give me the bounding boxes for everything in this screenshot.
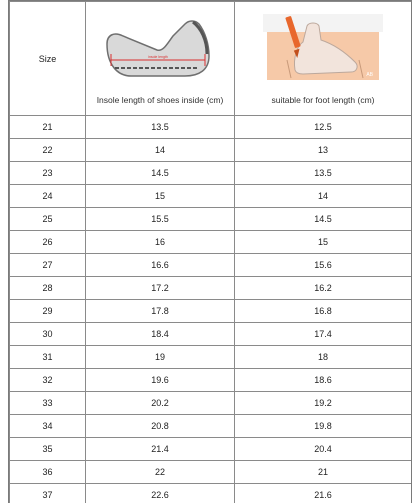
table-row — [10, 323, 412, 346]
size-cell: 35 — [10, 438, 86, 461]
insole-cell: 17.2 — [86, 277, 235, 300]
header-foot-cell — [235, 2, 412, 116]
foot-cell: 12.5 — [235, 116, 412, 139]
size-cell: 37 — [10, 484, 86, 503]
size-cell: 24 — [10, 185, 86, 208]
size-cell: 22 — [10, 139, 86, 162]
table-row — [10, 116, 412, 139]
table-row — [10, 300, 412, 323]
header-insole-cell — [86, 2, 235, 116]
size-cell: 28 — [10, 277, 86, 300]
insole-cell: 13.5 — [86, 116, 235, 139]
insole-cell: 20.8 — [86, 415, 235, 438]
size-cell: 25 — [10, 208, 86, 231]
insole-cell: 19.6 — [86, 369, 235, 392]
foot-cell: 14.5 — [235, 208, 412, 231]
size-cell: 23 — [10, 162, 86, 185]
size-cell: 30 — [10, 323, 86, 346]
table-row — [10, 162, 412, 185]
size-cell: 36 — [10, 461, 86, 484]
foot-cell: 13 — [235, 139, 412, 162]
insole-header-block — [86, 2, 234, 115]
insole-measure-label: insole length — [148, 55, 168, 59]
table-row — [10, 231, 412, 254]
foot-cell: 15.6 — [235, 254, 412, 277]
foot-cell: 21.6 — [235, 484, 412, 503]
size-cell: 26 — [10, 231, 86, 254]
header-row — [10, 2, 412, 116]
foot-cell: 16.8 — [235, 300, 412, 323]
foot-cell: 15 — [235, 231, 412, 254]
insole-cell: 21.4 — [86, 438, 235, 461]
foot-cell: 20.4 — [235, 438, 412, 461]
size-cell: 33 — [10, 392, 86, 415]
illustration-watermark: AB — [366, 72, 373, 78]
foot-header-block — [235, 2, 411, 115]
insole-column-header: Insole length of shoes inside (cm) — [96, 95, 224, 105]
size-chart-body — [10, 2, 412, 503]
header-size-cell — [10, 2, 86, 116]
size-chart-table — [9, 1, 412, 503]
table-row — [10, 369, 412, 392]
table-row — [10, 438, 412, 461]
insole-cell: 19 — [86, 346, 235, 369]
insole-cell: 20.2 — [86, 392, 235, 415]
foot-cell: 18.6 — [235, 369, 412, 392]
insole-cell: 14.5 — [86, 162, 235, 185]
foot-cell: 14 — [235, 185, 412, 208]
size-chart-sheet — [8, 0, 412, 503]
insole-cell: 15 — [86, 185, 235, 208]
foot-cell: 19.2 — [235, 392, 412, 415]
insole-cell: 22 — [86, 461, 235, 484]
table-row — [10, 346, 412, 369]
size-cell: 31 — [10, 346, 86, 369]
table-row — [10, 208, 412, 231]
foot-measure-illustration — [263, 14, 383, 84]
insole-cell: 17.8 — [86, 300, 235, 323]
foot-cell: 19.8 — [235, 415, 412, 438]
foot-column-header: suitable for foot length (cm) — [271, 95, 375, 105]
table-row — [10, 415, 412, 438]
foot-cell: 21 — [235, 461, 412, 484]
wall-background — [263, 14, 383, 32]
insole-cell: 16 — [86, 231, 235, 254]
table-row — [10, 484, 412, 503]
table-row — [10, 254, 412, 277]
insole-cell: 22.6 — [86, 484, 235, 503]
foot-cell: 16.2 — [235, 277, 412, 300]
size-column-header: Size — [38, 53, 57, 64]
size-cell: 21 — [10, 116, 86, 139]
insole-cell: 18.4 — [86, 323, 235, 346]
size-cell: 27 — [10, 254, 86, 277]
insole-cell: 16.6 — [86, 254, 235, 277]
foot-cell: 18 — [235, 346, 412, 369]
insole-cell: 15.5 — [86, 208, 235, 231]
insole-cell: 14 — [86, 139, 235, 162]
table-row — [10, 139, 412, 162]
size-cell: 29 — [10, 300, 86, 323]
table-row — [10, 392, 412, 415]
insole-measure-illustration — [101, 14, 219, 82]
table-row — [10, 461, 412, 484]
foot-cell: 17.4 — [235, 323, 412, 346]
table-row — [10, 185, 412, 208]
size-cell: 34 — [10, 415, 86, 438]
table-row — [10, 277, 412, 300]
foot-cell: 13.5 — [235, 162, 412, 185]
size-cell: 32 — [10, 369, 86, 392]
